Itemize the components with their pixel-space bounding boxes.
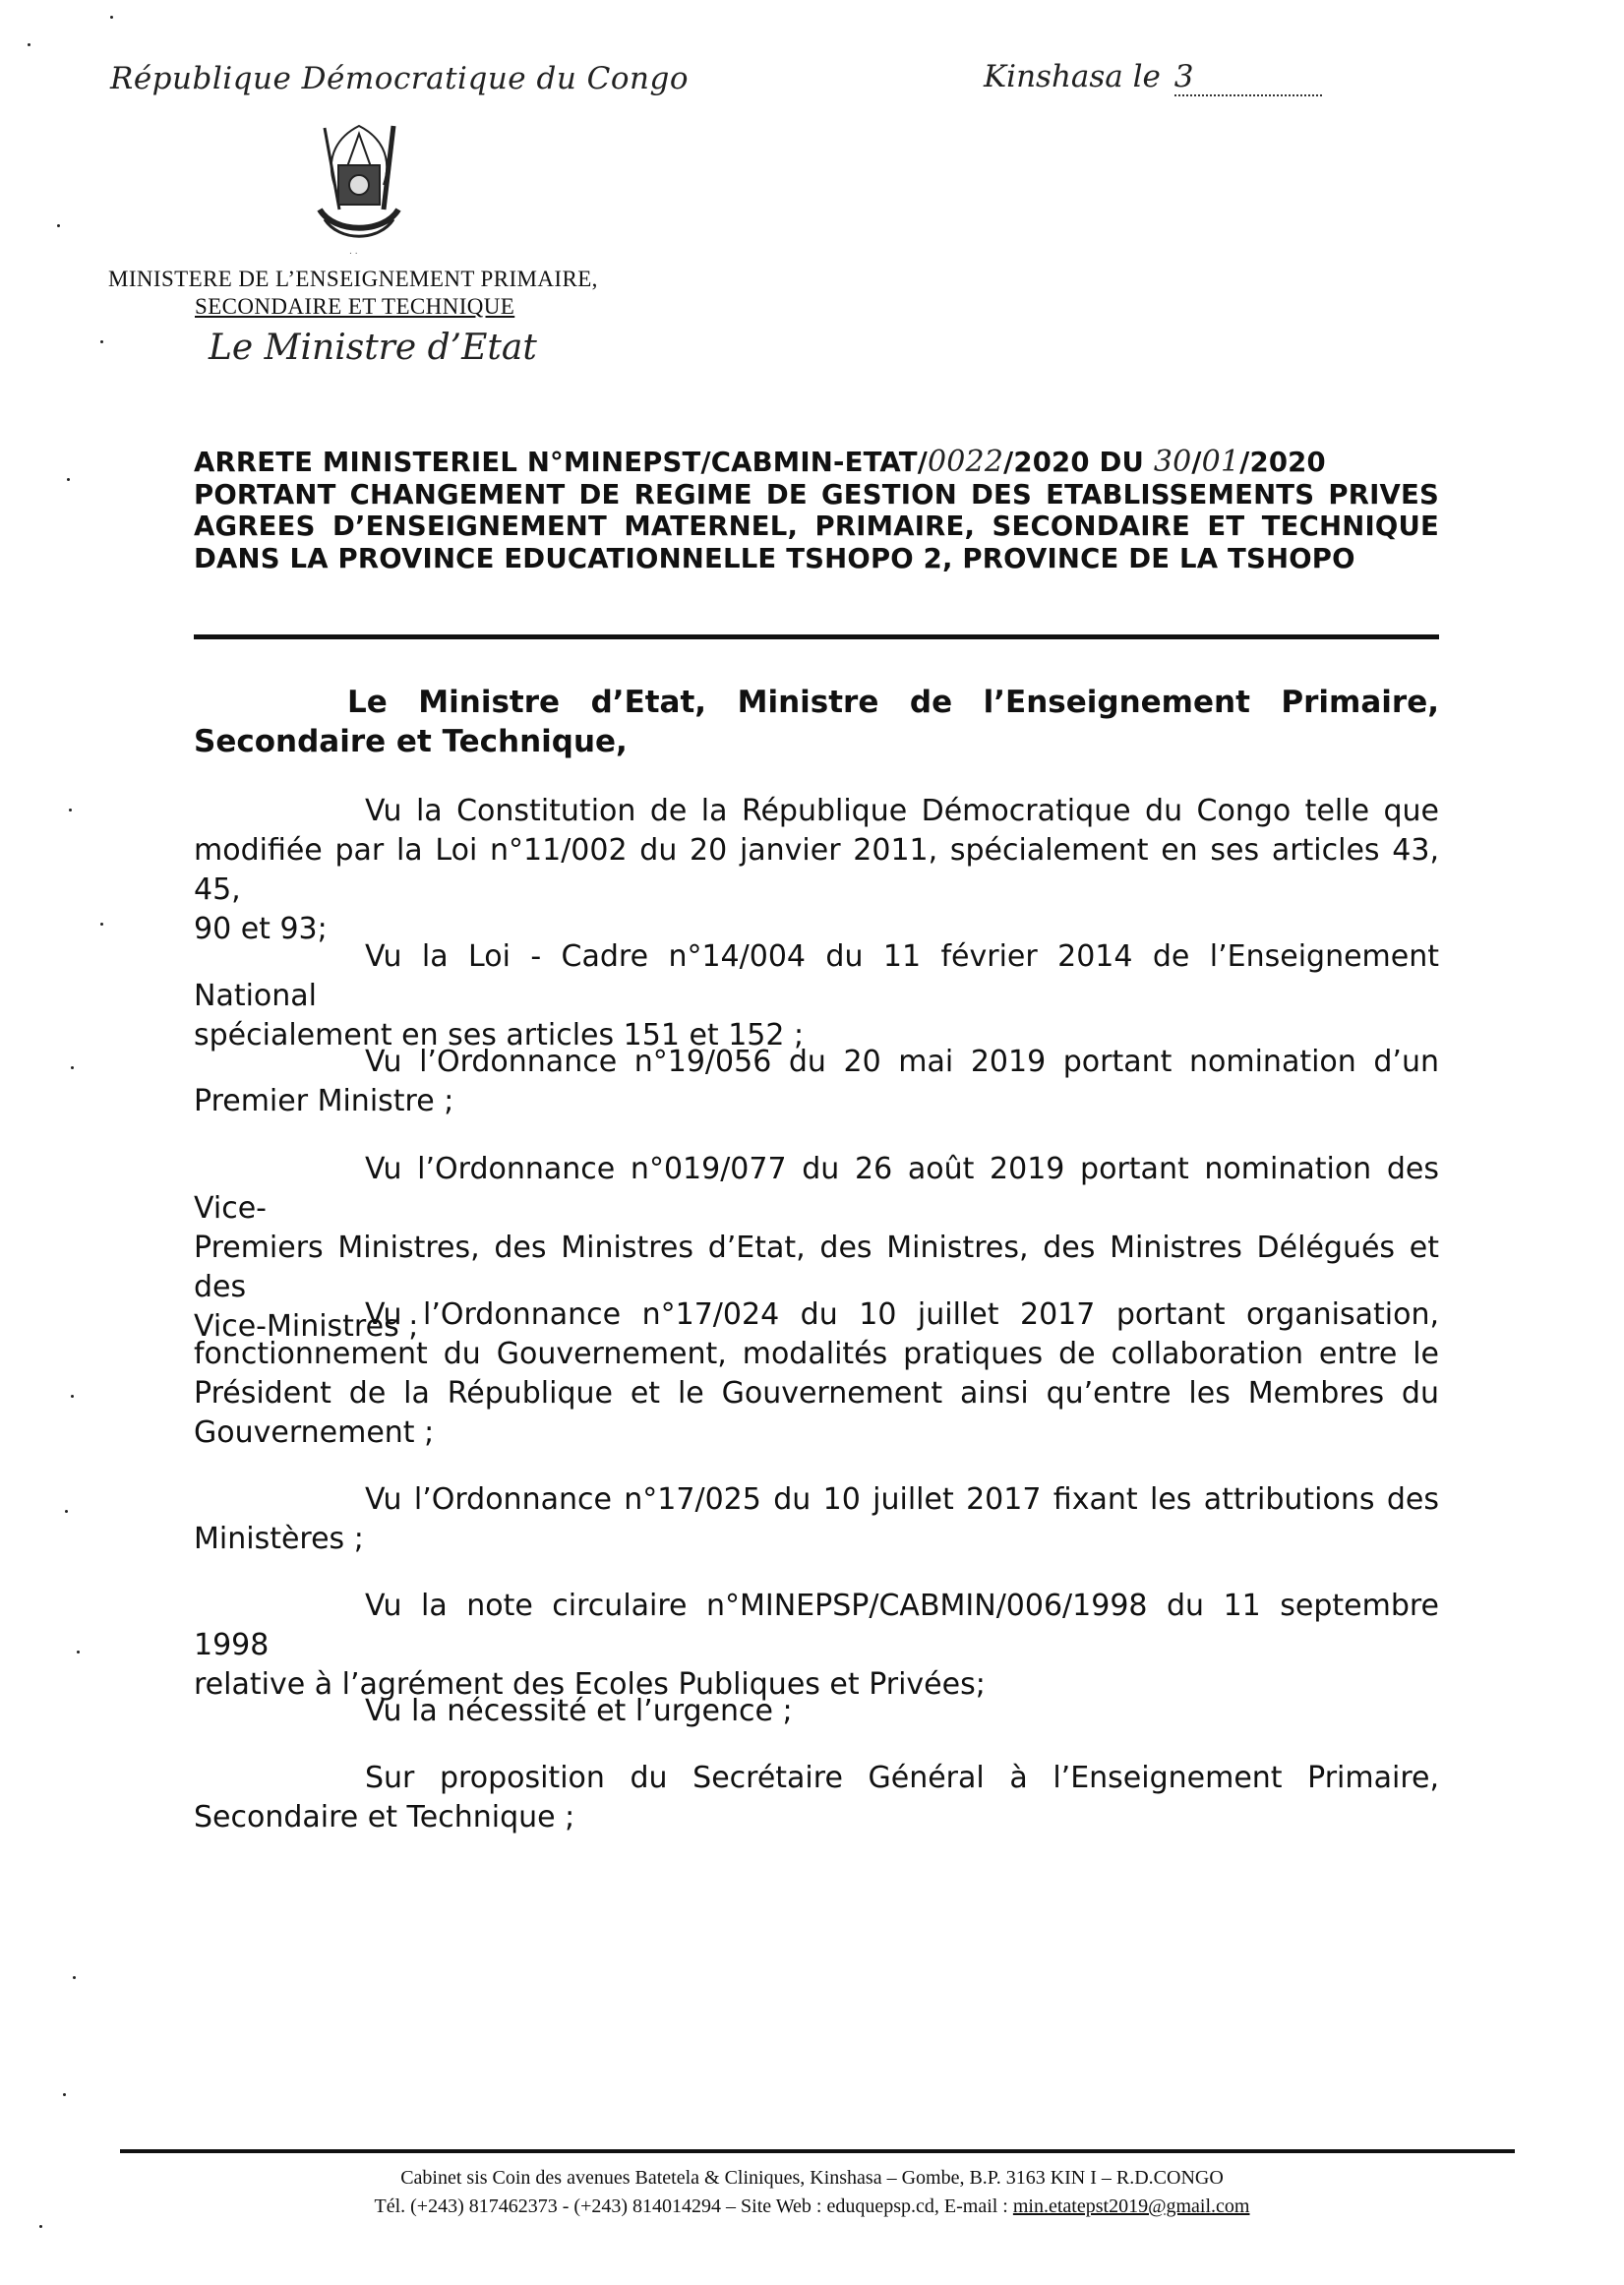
scan-speck: [77, 1651, 80, 1654]
paragraph-line: Premiers Ministres, des Ministres d’Etat, des Ministres, des Ministres Délégués et des: [194, 1231, 1439, 1304]
paragraph-necessite: [194, 1692, 1439, 1731]
paragraph-proposition: [194, 1759, 1439, 1837]
paragraph-line: Premier Ministre ;: [194, 1084, 454, 1118]
paragraph-line: Vu l’Ordonnance n°019/077 du 26 août 2019 portant nomination des Vice-: [194, 1152, 1439, 1226]
paragraph-line: modifiée par la Loi n°11/002 du 20 janvier 2011, spécialement en ses articles 43, 45,: [194, 833, 1439, 907]
paragraph-constitution: [194, 792, 1439, 949]
footer-phone-web: Tél. (+243) 817462373 - (+243) 814014294 – Site Web : eduquepsp.cd, E-mail :: [374, 2195, 1008, 2217]
paragraph-note-circulaire: [194, 1587, 1439, 1705]
paragraph-line: Vice-Ministres ;: [194, 1309, 419, 1344]
paragraph-line: Vu la Loi - Cadre n°14/004 du 11 février 2014 de l’Enseignement National: [194, 939, 1439, 1013]
paragraph-line: Président de la République et le Gouvernement ainsi qu’entre les Membres du: [194, 1376, 1439, 1411]
footer-contact: [0, 2195, 1624, 2218]
paragraph-line: Vu la note circulaire n°MINEPSP/CABMIN/006/1998 du 11 septembre 1998: [194, 1589, 1439, 1662]
paragraph-ordonnance-organisation: [194, 1295, 1439, 1453]
paragraph-line: Vu l’Ordonnance n°17/024 du 10 juillet 2017 portant organisation,: [365, 1297, 1439, 1332]
paragraph-line: relative à l’agrément des Ecoles Publiques et Privées;: [194, 1667, 986, 1702]
arrete-month: 01: [1201, 445, 1240, 479]
scan-speck: [57, 224, 60, 227]
minister-title: Le Ministre d’Etat: [209, 328, 537, 368]
ministry-name-line2: SECONDAIRE ET TECHNIQUE: [195, 294, 515, 319]
arrete-title: [194, 447, 1439, 574]
arrete-day: 30: [1153, 445, 1192, 479]
arrete-number: 0022: [927, 445, 1004, 479]
paragraph-loi-cadre: [194, 937, 1439, 1055]
scan-speck: [100, 340, 103, 343]
arrete-year-du: /2020 DU: [1003, 447, 1145, 478]
svg-text:. .: . .: [349, 247, 358, 257]
intro-line1: Le Ministre d’Etat, Ministre de l’Enseignement Primaire,: [347, 685, 1439, 720]
dr-congo-coat-of-arms-icon: [295, 116, 423, 264]
arrete-title-line3: AGREES D’ENSEIGNEMENT MATERNEL, PRIMAIRE, SECONDAIRE ET TECHNIQUE: [194, 511, 1439, 542]
paragraph-line: Vu la Constitution de la République Démocratique du Congo telle que: [365, 794, 1439, 828]
arrete-prefix: ARRETE MINISTERIEL N°MINEPST/CABMIN-ETAT/: [194, 447, 928, 478]
scan-speck: [100, 923, 103, 926]
scan-speck: [69, 809, 72, 812]
paragraph-line: 90 et 93;: [194, 912, 328, 946]
title-underline: [194, 634, 1439, 639]
paragraph-line: spécialement en ses articles 151 et 152 ;: [194, 1018, 805, 1052]
scan-speck: [71, 1395, 74, 1398]
arrete-title-line1: [194, 447, 1439, 479]
footer-email-link[interactable]: min.etatepst2019@gmail.com: [1012, 2195, 1250, 2217]
arrete-title-line2: PORTANT CHANGEMENT DE REGIME DE GESTION DES ETABLISSEMENTS PRIVES: [194, 478, 1439, 511]
intro-line2: Secondaire et Technique,: [194, 724, 628, 759]
paragraph-line: Vu la nécessité et l’urgence ;: [365, 1694, 793, 1728]
footer-rule: [120, 2149, 1515, 2153]
date-value: 3: [1174, 59, 1322, 96]
scan-speck: [73, 1976, 76, 1979]
date-separator: /: [1191, 447, 1202, 478]
paragraph-ordonnance-premier-ministre: [194, 1043, 1439, 1121]
paragraph-line: Secondaire et Technique ;: [194, 1800, 575, 1834]
arrete-year: /2020: [1239, 447, 1326, 478]
paragraph-line: Sur proposition du Secrétaire Général à l’Enseignement Primaire,: [365, 1761, 1439, 1795]
republic-heading: République Démocratique du Congo: [110, 61, 690, 96]
date-prefix: Kinshasa le: [984, 59, 1161, 94]
date-line: [984, 59, 1322, 96]
paragraph-line: Gouvernement ;: [194, 1415, 435, 1450]
arrete-title-line4: DANS LA PROVINCE EDUCATIONNELLE TSHOPO 2, PROVINCE DE LA TSHOPO: [194, 542, 1355, 574]
scan-speck: [28, 43, 30, 46]
scan-speck: [110, 16, 113, 19]
scan-speck: [39, 2225, 42, 2228]
scan-speck: [67, 478, 70, 481]
paragraph-line: Ministères ;: [194, 1522, 364, 1556]
intro-paragraph: [194, 683, 1439, 761]
footer-address: Cabinet sis Coin des avenues Batetela & Cliniques, Kinshasa – Gombe, B.P. 3163 KIN I – R.D.CONGO: [400, 2167, 1224, 2189]
ministry-name-line1: MINISTERE DE L’ENSEIGNEMENT PRIMAIRE,: [108, 267, 598, 291]
scan-speck: [71, 1066, 74, 1069]
scan-speck: [63, 2093, 66, 2096]
paragraph-line: Vu l’Ordonnance n°19/056 du 20 mai 2019 portant nomination d’un: [365, 1045, 1439, 1079]
paragraph-ordonnance-attributions: [194, 1480, 1439, 1559]
scan-speck: [65, 1510, 68, 1513]
paragraph-line: Vu l’Ordonnance n°17/025 du 10 juillet 2017 fixant les attributions des: [365, 1482, 1439, 1517]
paragraph-line: fonctionnement du Gouvernement, modalités pratiques de collaboration entre le: [194, 1337, 1439, 1371]
